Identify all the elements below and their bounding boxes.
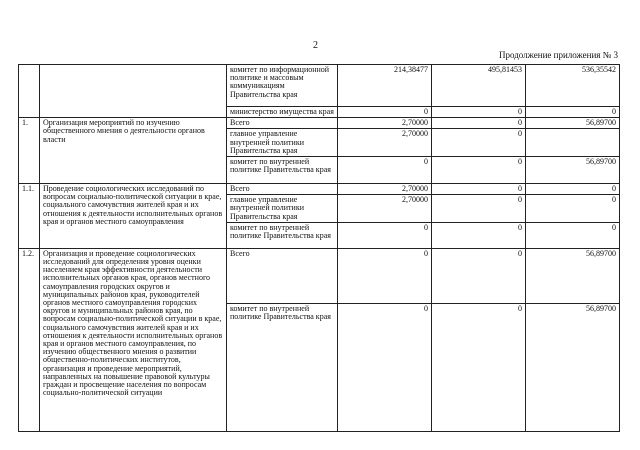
value-cell-2: 495,81453 xyxy=(432,65,526,107)
value-cell-2: 0 xyxy=(432,303,526,431)
value-cell-1: 2,70000 xyxy=(338,118,432,129)
value-cell-1: 0 xyxy=(338,222,432,248)
value-cell-1: 0 xyxy=(338,303,432,431)
executor-cell: главное управление внутренней политики Правительства края xyxy=(227,129,338,157)
value-cell-3: 536,35542 xyxy=(526,65,620,107)
executor-cell: комитет по внутренней политике Правительства края xyxy=(227,222,338,248)
value-cell-1: 0 xyxy=(338,107,432,118)
value-cell-3: 56,89700 xyxy=(526,303,620,431)
executor-cell: министерство имущества края xyxy=(227,107,338,118)
executor-cell: Всего xyxy=(227,248,338,303)
value-cell-1: 214,38477 xyxy=(338,65,432,107)
executor-cell: комитет по внутренней политике Правительства края xyxy=(227,157,338,184)
value-cell-2: 0 xyxy=(432,184,526,195)
executor-cell: комитет по внутренней политике Правительства края xyxy=(227,303,338,431)
value-cell-2: 0 xyxy=(432,107,526,118)
page-number: 2 xyxy=(313,40,318,51)
value-cell-3 xyxy=(526,129,620,157)
value-cell-3: 56,89700 xyxy=(526,157,620,184)
value-cell-2: 0 xyxy=(432,195,526,223)
table-row xyxy=(19,65,620,107)
value-cell-3: 56,89700 xyxy=(526,118,620,129)
table-row xyxy=(19,118,620,129)
row-number-cell: 1. xyxy=(19,118,40,184)
row-number-cell: 1.2. xyxy=(19,248,40,431)
value-cell-3: 0 xyxy=(526,184,620,195)
value-cell-1: 2,70000 xyxy=(338,129,432,157)
row-number-cell: 1.1. xyxy=(19,184,40,249)
budget-table xyxy=(18,64,620,432)
value-cell-2: 0 xyxy=(432,157,526,184)
value-cell-3: 56,89700 xyxy=(526,248,620,303)
measure-name-cell xyxy=(40,65,227,118)
value-cell-3: 0 xyxy=(526,107,620,118)
executor-cell: Всего xyxy=(227,184,338,195)
value-cell-3: 0 xyxy=(526,195,620,223)
continuation-label: Продолжение приложения № 3 xyxy=(498,50,618,60)
value-cell-3: 0 xyxy=(526,222,620,248)
executor-cell: главное управление внутренней политики Правительства края xyxy=(227,195,338,223)
measure-name-cell: Организация мероприятий по изучению общественного мнения о деятельности органов власти xyxy=(40,118,227,184)
table-row xyxy=(19,248,620,303)
executor-cell: Всего xyxy=(227,118,338,129)
value-cell-1: 2,70000 xyxy=(338,195,432,223)
measure-name-cell: Организация и проведение социологических исследований для определения уровня оценки населением края эффективности деятельности исполнительных органов края, органов местного самоуправления городских округов и муниципальных районов края, руководителей органов местного самоуправления городских округов и муниципальных районов края, по вопросам социально-политической ситуации в крае, социального самочувствия жителей края и их отношения к деятельности исполнительных органов края и органов местного самоуправления, по изучению общественного мнения о развитии общественно-политических институтов, организация и проведение мероприятий, направленных на повышение правовой культуры граждан и просвещение населения по вопросам социально-политической ситуации xyxy=(40,248,227,431)
measure-name-cell: Проведение социологических исследований по вопросам социально-политической ситуации в крае, социального самочувствия жителей края и их отношения к деятельности исполнительных органов края и органов местного самоуправления xyxy=(40,184,227,249)
value-cell-2: 0 xyxy=(432,129,526,157)
value-cell-1: 0 xyxy=(338,157,432,184)
value-cell-1: 0 xyxy=(338,248,432,303)
table-row xyxy=(19,184,620,195)
value-cell-1: 2,70000 xyxy=(338,184,432,195)
value-cell-2: 0 xyxy=(432,222,526,248)
value-cell-2: 0 xyxy=(432,248,526,303)
row-number-cell xyxy=(19,65,40,118)
value-cell-2: 0 xyxy=(432,118,526,129)
executor-cell: комитет по информационной политике и массовым коммуникациям Правительства края xyxy=(227,65,338,107)
